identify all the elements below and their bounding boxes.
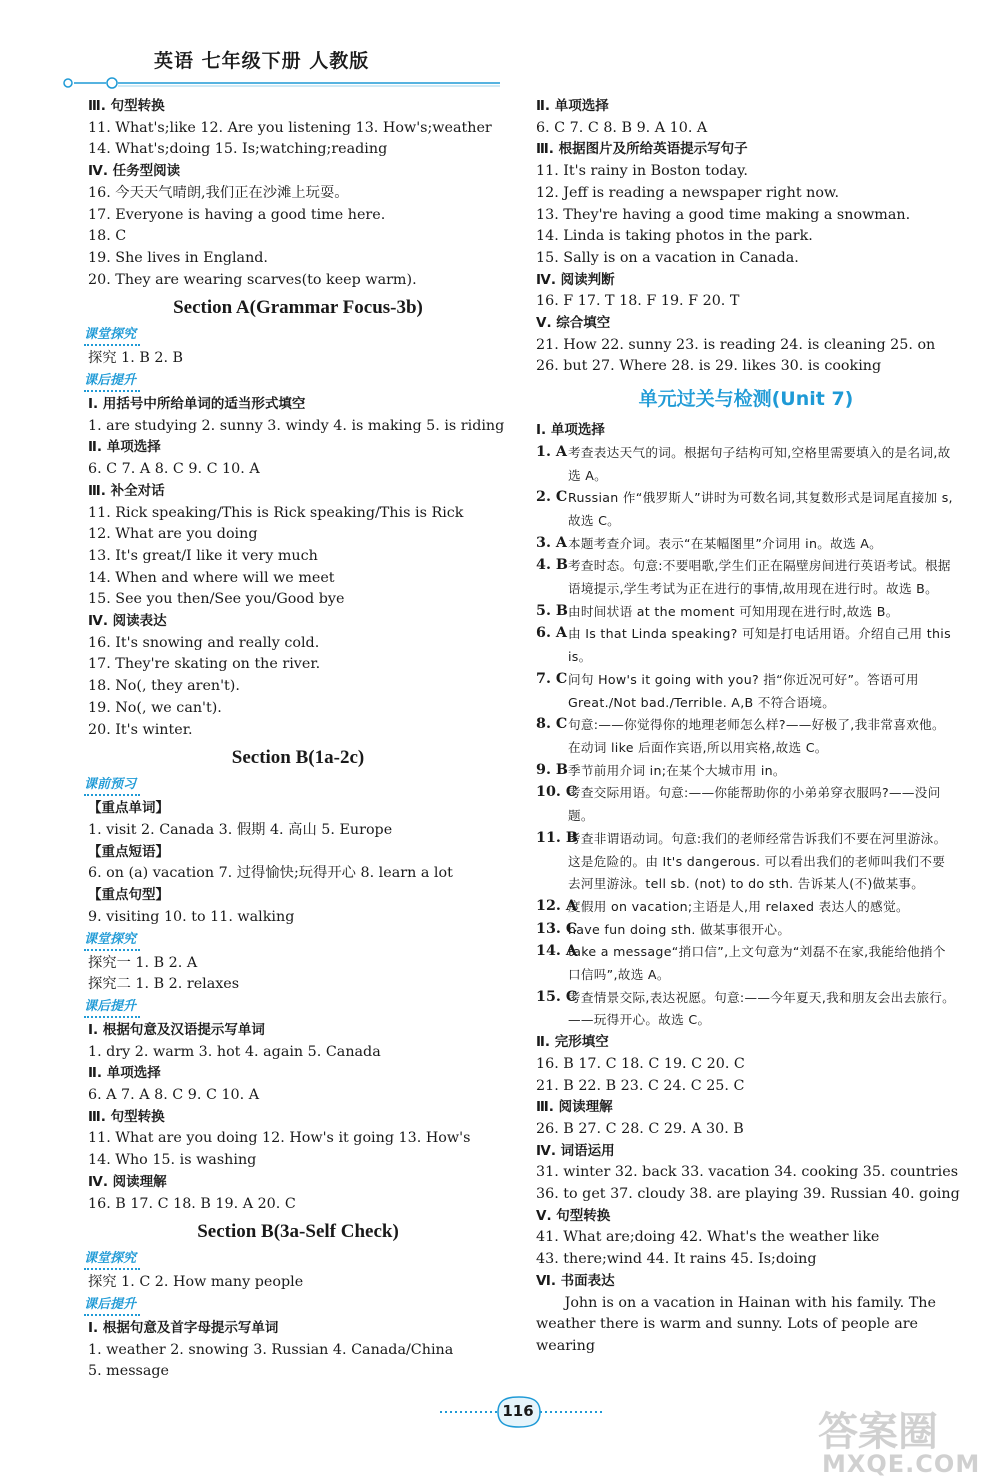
answer-line: 19. No(, we can't). xyxy=(88,699,222,716)
answer-line: 31. winter 32. back 33. vacation 34. cooking 35. countries xyxy=(536,1164,959,1181)
answer-item xyxy=(536,555,956,600)
right-column xyxy=(536,96,960,1358)
answer-line: 18. C xyxy=(88,228,127,245)
answer-item xyxy=(536,714,956,759)
answer-line: 18. No(, they aren't). xyxy=(88,678,240,695)
answer-line: 6. C 7. C 8. B 9. A 10. A xyxy=(536,119,708,136)
answer-number: 4. B xyxy=(536,557,568,574)
header-decoration xyxy=(60,76,500,90)
answer-number: 8. C xyxy=(536,716,568,733)
answer-line: 14. What's;doing 15. Is;watching;reading xyxy=(88,141,388,158)
answer-line: 21. How 22. sunny 23. is reading 24. is cleaning 25. on xyxy=(536,336,936,353)
answer-line: 43. there;wind 44. It rains 45. Is;doing xyxy=(536,1251,817,1268)
answer-explanation: 考查交际用语。句意:——你能帮助你的小弟弟穿衣服吗?——没问题。 xyxy=(568,785,941,824)
subsection-heading: Ⅱ. 单项选择 xyxy=(88,1065,161,1082)
subsection-heading: Ⅰ. 用括号中所给单词的适当形式填空 xyxy=(88,396,306,413)
answer-line: 16. 今天天气晴朗,我们正在沙滩上玩耍。 xyxy=(88,184,349,201)
answer-line: 11. What are you doing 12. How's it going 13. How's xyxy=(88,1130,471,1147)
answer-number: 5. B xyxy=(536,602,568,619)
answer-item xyxy=(536,533,956,556)
unit-title: 单元过关与检测(Unit 7) xyxy=(638,388,854,411)
subsection-heading: Ⅰ. 单项选择 xyxy=(536,422,605,439)
answer-explanation: 考查表达天气的词。根据句子结构可知,空格里需要填入的是名词,故选 A。 xyxy=(568,444,951,483)
answer-number: 10. C xyxy=(536,784,578,801)
answer-line: 1. are studying 2. sunny 3. windy 4. is making 5. is riding xyxy=(88,417,505,434)
answer-line: 26. but 27. Where 28. is 29. likes 30. is cooking xyxy=(536,358,882,375)
answer-line: 6. C 7. A 8. C 9. C 10. A xyxy=(88,461,260,478)
subsection-heading: Ⅳ. 阅读表达 xyxy=(88,613,167,630)
section-tag: 课堂探究 xyxy=(84,931,140,951)
page-header xyxy=(60,40,520,90)
subsection-heading: Ⅱ. 单项选择 xyxy=(88,439,161,456)
subsection-heading: Ⅳ. 词语运用 xyxy=(536,1142,615,1159)
answer-explanation: 考查时态。句意:不要唱歌,学生们正在隔壁房间进行英语考试。根据语境提示,学生考试为正在进行的事情,故用现在进行时。故选 B。 xyxy=(568,558,951,597)
section-title: Section A(Grammar Focus-3b) xyxy=(173,297,423,319)
answer-number: 1. A xyxy=(536,443,567,460)
answer-explanation: have fun doing sth. 做某事很开心。 xyxy=(568,921,791,937)
answer-line: 探究二 1. B 2. relaxes xyxy=(88,976,240,993)
subsection-heading: Ⅲ. 句型转换 xyxy=(88,1108,165,1125)
subsection-heading: Ⅴ. 综合填空 xyxy=(536,315,611,332)
answer-item xyxy=(536,941,956,986)
answer-number: 6. A xyxy=(536,625,567,642)
subsection-heading: Ⅳ. 阅读判断 xyxy=(536,271,615,288)
header-title: 英语 七年级下册 人教版 xyxy=(154,50,370,72)
answer-number: 13. C xyxy=(536,920,578,937)
section-tag-row xyxy=(84,324,508,348)
answer-item xyxy=(536,828,956,896)
subsection-heading: Ⅳ. 任务型阅读 xyxy=(88,163,181,180)
answer-line: 13. It's great/I like it very much xyxy=(88,547,318,564)
section-tag-row xyxy=(84,1294,508,1318)
subsection-heading: Ⅰ. 根据句意及首字母提示写单词 xyxy=(88,1319,279,1336)
answer-explanation: Russian 作“俄罗斯人”讲时为可数名词,其复数形式是词尾直接加 s,故选 C。 xyxy=(568,490,953,528)
answer-line: 14. Linda is taking photos in the park. xyxy=(536,228,813,245)
section-tag: 课后提升 xyxy=(84,998,140,1018)
answer-line: 16. B 17. C 18. B 19. A 20. C xyxy=(88,1195,296,1212)
section-tag: 课前预习 xyxy=(84,776,140,796)
subsection-heading: 【重点短语】 xyxy=(88,843,169,860)
answer-line: 11. What's;like 12. Are you listening 13. How's;weather xyxy=(88,119,492,136)
answer-number: 15. C xyxy=(536,988,578,1005)
answer-line: 1. weather 2. snowing 3. Russian 4. Canada/China xyxy=(88,1341,454,1358)
answer-explanation: 本题考查介词。表示“在某幅图里”介词用 in。故选 A。 xyxy=(568,535,883,551)
answer-item xyxy=(536,442,956,487)
answer-line: 5. message xyxy=(88,1363,170,1380)
answer-explanation: 句意:——你觉得你的地理老师怎么样?——好极了,我非常喜欢他。在动词 like 后面作宾语,所以用宾格,故选 C。 xyxy=(568,717,945,755)
section-title: Section B(1a-2c) xyxy=(231,747,365,769)
subsection-heading: Ⅱ. 完形填空 xyxy=(536,1034,609,1051)
section-tag: 课堂探究 xyxy=(84,1250,140,1270)
answer-line: 12. What are you doing xyxy=(88,526,258,543)
answer-line: 20. They are wearing scarves(to keep warm). xyxy=(88,271,417,288)
subsection-heading: Ⅳ. 阅读理解 xyxy=(88,1173,167,1190)
page-number: 116 xyxy=(502,1402,534,1420)
subsection-heading: Ⅰ. 根据句意及汉语提示写单词 xyxy=(88,1021,265,1038)
answer-line: 探究 1. C 2. How many people xyxy=(88,1274,304,1291)
subsection-heading: Ⅴ. 句型转换 xyxy=(536,1207,611,1224)
answer-line: 36. to get 37. cloudy 38. are playing 39. Russian 40. going xyxy=(536,1186,960,1203)
answer-line: 12. Jeff is reading a newspaper right now. xyxy=(536,184,840,201)
answer-number: 2. C xyxy=(536,489,568,506)
answer-item xyxy=(536,487,956,532)
answer-line: 15. Sally is on a vacation in Canada. xyxy=(536,249,799,266)
answer-line: 1. visit 2. Canada 3. 假期 4. 高山 5. Europe xyxy=(88,821,393,838)
answer-line: 11. It's rainy in Boston today. xyxy=(536,163,748,180)
answer-line: 41. What are;doing 42. What's the weather like xyxy=(536,1229,880,1246)
subsection-heading: Ⅵ. 书面表达 xyxy=(536,1272,615,1289)
answer-item xyxy=(536,896,956,919)
subsection-heading: 【重点句型】 xyxy=(88,887,169,904)
answer-line: 探究 1. B 2. B xyxy=(88,350,184,367)
answer-line: 26. B 27. C 28. C 29. A 30. B xyxy=(536,1120,744,1137)
answer-line: 15. See you then/See you/Good bye xyxy=(88,591,345,608)
answer-item xyxy=(536,782,956,827)
answer-number: 7. C xyxy=(536,670,568,687)
subsection-heading: Ⅲ. 句型转换 xyxy=(88,98,165,114)
watermark-url: MXQE.COM xyxy=(822,1450,981,1478)
answer-line: 6. A 7. A 8. C 9. C 10. A xyxy=(88,1087,260,1104)
answer-item xyxy=(536,623,956,668)
answer-item xyxy=(536,987,956,1032)
section-tag-row xyxy=(84,1248,508,1272)
section-title: Section B(3a-Self Check) xyxy=(197,1221,399,1243)
answer-explanation: 季节前用介词 in;在某个大城市用 in。 xyxy=(568,762,786,778)
answer-item xyxy=(536,669,956,714)
answer-line: 21. B 22. B 23. C 24. C 25. C xyxy=(536,1077,745,1094)
section-tag-row xyxy=(84,370,508,394)
section-tag: 课后提升 xyxy=(84,372,140,392)
answer-explanation: 由 Is that Linda speaking? 可知是打电话用语。介绍自己用 this is。 xyxy=(568,626,951,665)
answer-line: 6. on (a) vacation 7. 过得愉快;玩得开心 8. learn a lot xyxy=(88,865,453,882)
section-tag-row xyxy=(84,929,508,953)
essay-paragraph: John is on a vacation in Hainan with his family. The weather there is warm and sunny. Lots of people are wearing xyxy=(536,1294,936,1354)
subsection-heading: 【重点单词】 xyxy=(88,800,169,817)
subsection-heading: Ⅲ. 补全对话 xyxy=(88,482,165,499)
answer-explanation: 度假用 on vacation;主语是人,用 relaxed 表达人的感觉。 xyxy=(568,898,909,914)
answer-explanation: 由时间状语 at the moment 可知用现在进行时,故选 B。 xyxy=(568,603,899,619)
answer-line: 14. Who 15. is washing xyxy=(88,1152,257,1169)
answer-line: 16. B 17. C 18. C 19. C 20. C xyxy=(536,1055,745,1072)
answer-item xyxy=(536,760,956,783)
answer-item xyxy=(536,601,956,624)
subsection-heading: Ⅱ. 单项选择 xyxy=(536,98,609,114)
answer-number: 3. A xyxy=(536,534,567,551)
page-footer xyxy=(436,1395,606,1435)
answer-line: 20. It's winter. xyxy=(88,721,193,738)
answer-explanation: 考查非谓语动词。句意:我们的老师经常告诉我们不要在河里游泳。这是危险的。由 It's dangerous. 可以看出我们的老师叫我们不要去河里游泳。tell sb. (not) to do sth. 告诉某人(不)做某事。 xyxy=(568,830,947,892)
answer-number: 12. A xyxy=(536,897,577,914)
section-tag-row xyxy=(84,774,508,798)
answer-line: 17. Everyone is having a good time here. xyxy=(88,206,386,223)
subsection-heading: Ⅲ. 根据图片及所给英语提示写句子 xyxy=(536,141,748,158)
answer-explanation: 问句 How's it going with you? 指“你近况可好”。答语可用 Great./Not bad./Terrible. A,B 不符合语境。 xyxy=(568,671,919,710)
watermark-text: 答案圈 xyxy=(818,1409,938,1455)
answer-line: 16. F 17. T 18. F 19. F 20. T xyxy=(536,293,740,310)
answer-line: 9. visiting 10. to 11. walking xyxy=(88,908,295,925)
section-tag: 课堂探究 xyxy=(84,326,140,346)
answer-line: 探究一 1. B 2. A xyxy=(88,954,198,971)
answer-number: 11. B xyxy=(536,829,578,846)
subsection-heading: Ⅲ. 阅读理解 xyxy=(536,1099,613,1116)
answer-item xyxy=(536,919,956,942)
answer-line: 17. They're skating on the river. xyxy=(88,656,321,673)
section-tag-row xyxy=(84,996,508,1020)
answer-explanation: take a message“捎口信”,上文句意为“刘磊不在家,我能给他捎个口信吗”,故选 A。 xyxy=(568,944,946,983)
answer-line: 1. dry 2. warm 3. hot 4. again 5. Canada xyxy=(88,1043,381,1060)
answer-line: 16. It's snowing and really cold. xyxy=(88,634,320,651)
answer-number: 14. A xyxy=(536,943,577,960)
answer-line: 11. Rick speaking/This is Rick speaking/This is Rick xyxy=(88,504,464,521)
section-tag: 课后提升 xyxy=(84,1296,140,1316)
answer-explanation: 考查情景交际,表达祝愿。句意:——今年夏天,我和朋友会出去旅行。——玩得开心。故选 C。 xyxy=(568,989,956,1028)
answer-line: 14. When and where will we meet xyxy=(88,569,335,586)
left-column xyxy=(84,96,508,1383)
answer-line: 19. She lives in England. xyxy=(88,249,268,266)
answer-line: 13. They're having a good time making a snowman. xyxy=(536,206,911,223)
watermark-logo xyxy=(808,1400,988,1478)
answer-number: 9. B xyxy=(536,761,568,778)
